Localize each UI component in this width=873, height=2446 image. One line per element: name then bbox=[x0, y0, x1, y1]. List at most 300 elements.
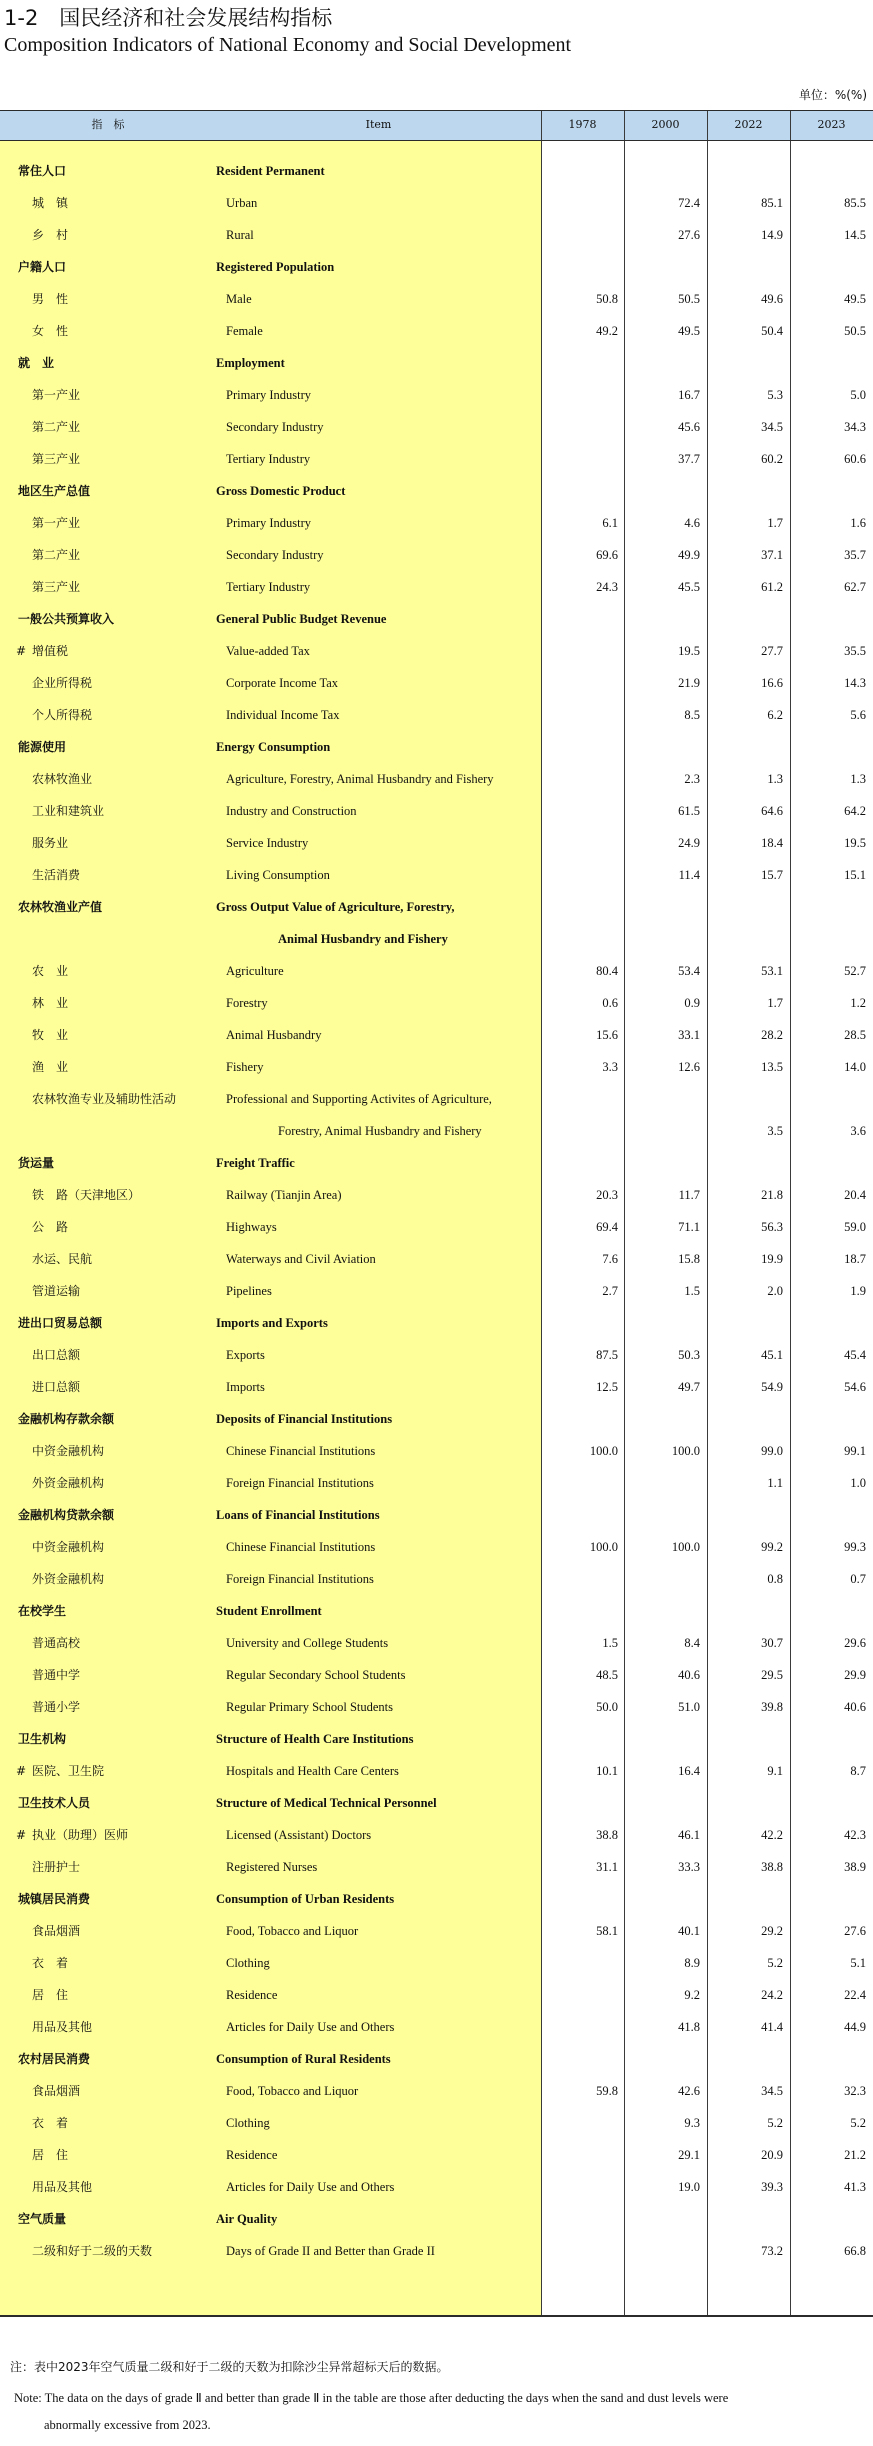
row-label-en: Employment bbox=[216, 356, 285, 370]
row-label-zh: 第三产业 bbox=[32, 580, 81, 594]
row-label-zh: 空气质量 bbox=[18, 2212, 67, 2226]
cell-value-2023: 35.5 bbox=[844, 644, 866, 658]
section-header-row bbox=[0, 1723, 873, 1755]
cell-value-2023: 45.4 bbox=[844, 1348, 866, 1362]
row-label-zh: 中资金融机构 bbox=[32, 1540, 105, 1554]
divider bbox=[707, 111, 708, 140]
row-label-zh: 衣 着 bbox=[32, 1956, 69, 1970]
row-label-zh: 城镇居民消费 bbox=[18, 1892, 91, 1906]
cell-value-2023: 52.7 bbox=[844, 964, 866, 978]
cell-value-2000: 50.5 bbox=[678, 292, 700, 306]
section-header-row bbox=[0, 891, 873, 923]
cell-value-1978: 31.1 bbox=[596, 1860, 618, 1874]
cell-value-2000: 42.6 bbox=[678, 2084, 700, 2098]
cell-value-1978: 2.7 bbox=[602, 1284, 618, 1298]
table-row bbox=[0, 1851, 873, 1883]
cell-value-2000: 1.5 bbox=[684, 1284, 700, 1298]
row-label-zh: 居 住 bbox=[32, 2148, 69, 2162]
table-row bbox=[0, 219, 873, 251]
cell-value-2022: 14.9 bbox=[761, 228, 783, 242]
row-label-zh: 公 路 bbox=[32, 1220, 69, 1234]
row-label-en: Pipelines bbox=[226, 1284, 272, 1298]
indicator-table bbox=[0, 110, 873, 2318]
row-label-zh: 农 业 bbox=[32, 964, 69, 978]
cell-value-2000: 45.6 bbox=[678, 420, 700, 434]
row-label-en: Agriculture bbox=[226, 964, 284, 978]
cell-value-2000: 16.7 bbox=[678, 388, 700, 402]
row-label-en: Loans of Financial Institutions bbox=[216, 1508, 380, 1522]
table-row bbox=[0, 1979, 873, 2011]
cell-value-1978: 38.8 bbox=[596, 1828, 618, 1842]
cell-value-2022: 29.2 bbox=[761, 1924, 783, 1938]
cell-value-2023: 15.1 bbox=[844, 868, 866, 882]
cell-value-1978: 69.4 bbox=[596, 1220, 618, 1234]
row-label-en: Registered Population bbox=[216, 260, 335, 274]
row-label-en: Clothing bbox=[226, 1956, 270, 1970]
cell-value-2022: 2.0 bbox=[767, 1284, 783, 1298]
divider bbox=[541, 111, 542, 140]
table-row bbox=[0, 1179, 873, 1211]
cell-value-2023: 38.9 bbox=[844, 1860, 866, 1874]
cell-value-1978: 87.5 bbox=[596, 1348, 618, 1362]
cell-value-2023: 1.0 bbox=[850, 1476, 866, 1490]
cell-value-2022: 99.2 bbox=[761, 1540, 783, 1554]
row-label-en: Regular Primary School Students bbox=[226, 1700, 393, 1714]
header-year-2023: 2023 bbox=[817, 118, 846, 131]
cell-value-2023: 49.5 bbox=[844, 292, 866, 306]
row-label-en: University and College Students bbox=[226, 1636, 389, 1650]
cell-value-2022: 1.7 bbox=[767, 996, 783, 1010]
row-label-en: Industry and Construction bbox=[226, 804, 357, 818]
cell-value-2023: 20.4 bbox=[844, 1188, 866, 1202]
cell-value-1978: 12.5 bbox=[596, 1380, 618, 1394]
section-header-row bbox=[0, 155, 873, 187]
row-label-en: Resident Permanent bbox=[216, 164, 325, 178]
row-label-zh: 出口总额 bbox=[32, 1348, 81, 1362]
table-row bbox=[0, 379, 873, 411]
cell-value-1978: 20.3 bbox=[596, 1188, 618, 1202]
row-label-zh: 企业所得税 bbox=[32, 676, 93, 690]
table-row bbox=[0, 1627, 873, 1659]
cell-value-2023: 0.7 bbox=[850, 1572, 866, 1586]
row-label-en: Food, Tobacco and Liquor bbox=[226, 1924, 359, 1938]
table-row bbox=[0, 859, 873, 891]
row-label-zh: 用品及其他 bbox=[32, 2180, 93, 2194]
row-label-en: General Public Budget Revenue bbox=[216, 612, 387, 626]
section-header-row bbox=[0, 731, 873, 763]
row-label-zh: 常住人口 bbox=[18, 164, 67, 178]
row-label-zh: 在校学生 bbox=[18, 1604, 67, 1618]
cell-value-1978: 10.1 bbox=[596, 1764, 618, 1778]
row-label-en: Energy Consumption bbox=[216, 740, 331, 754]
row-label-en: Student Enrollment bbox=[216, 1604, 322, 1618]
cell-value-2000: 72.4 bbox=[678, 196, 700, 210]
row-label-zh: 食品烟酒 bbox=[32, 1924, 81, 1938]
cell-value-2000: 37.7 bbox=[678, 452, 700, 466]
section-header-row bbox=[0, 2043, 873, 2075]
row-label-zh: 用品及其他 bbox=[32, 2020, 93, 2034]
row-label-en: Articles for Daily Use and Others bbox=[226, 2180, 395, 2194]
row-label-zh: 医院、卫生院 bbox=[32, 1764, 105, 1778]
row-label-zh: 货运量 bbox=[18, 1156, 55, 1170]
divider bbox=[624, 111, 625, 140]
cell-value-2022: 99.0 bbox=[761, 1444, 783, 1458]
row-label-en: Structure of Medical Technical Personnel bbox=[216, 1796, 437, 1810]
cell-value-2000: 49.7 bbox=[678, 1380, 700, 1394]
row-label-zh: 农林牧渔业 bbox=[32, 772, 93, 786]
cell-value-2000: 21.9 bbox=[678, 676, 700, 690]
row-label-zh: 普通中学 bbox=[32, 1668, 81, 1682]
table-row bbox=[0, 2011, 873, 2043]
cell-value-2022: 34.5 bbox=[761, 2084, 783, 2098]
row-label-en: Deposits of Financial Institutions bbox=[216, 1412, 393, 1426]
cell-value-2022: 1.1 bbox=[767, 1476, 783, 1490]
cell-value-2022: 53.1 bbox=[761, 964, 783, 978]
section-header-row bbox=[0, 1147, 873, 1179]
row-label-zh: 管道运输 bbox=[32, 1284, 81, 1298]
row-label-en: Freight Traffic bbox=[216, 1156, 295, 1170]
row-label-zh: 第一产业 bbox=[32, 388, 81, 402]
table-row bbox=[0, 571, 873, 603]
table-row bbox=[0, 2107, 873, 2139]
row-label-en: Primary Industry bbox=[226, 388, 312, 402]
row-label-en: Days of Grade II and Better than Grade II bbox=[226, 2244, 435, 2258]
cell-value-2022: 21.8 bbox=[761, 1188, 783, 1202]
cell-value-2023: 1.9 bbox=[850, 1284, 866, 1298]
cell-value-2022: 16.6 bbox=[761, 676, 783, 690]
row-label-en: Residence bbox=[226, 1988, 278, 2002]
table-row bbox=[0, 795, 873, 827]
row-label-zh: 城 镇 bbox=[32, 196, 69, 210]
table-row bbox=[0, 411, 873, 443]
cell-value-2000: 8.5 bbox=[684, 708, 700, 722]
cell-value-2023: 29.9 bbox=[844, 1668, 866, 1682]
cell-value-2022: 39.8 bbox=[761, 1700, 783, 1714]
table-row bbox=[0, 2139, 873, 2171]
table-row bbox=[0, 1211, 873, 1243]
cell-value-2000: 19.5 bbox=[678, 644, 700, 658]
table-body bbox=[0, 141, 873, 2315]
cell-value-2023: 5.6 bbox=[850, 708, 866, 722]
cell-value-2000: 40.6 bbox=[678, 1668, 700, 1682]
table-row bbox=[0, 1915, 873, 1947]
cell-value-2023: 66.8 bbox=[844, 2244, 866, 2258]
row-label-en: Gross Domestic Product bbox=[216, 484, 346, 498]
row-label-zh: 生活消费 bbox=[32, 868, 81, 882]
section-header-row bbox=[0, 1883, 873, 1915]
row-label-zh: 二级和好于二级的天数 bbox=[32, 2244, 153, 2258]
cell-value-2023: 35.7 bbox=[844, 548, 866, 562]
page-title: 1-2 国民经济和社会发展结构指标 bbox=[4, 6, 333, 30]
footnote-mark: # bbox=[16, 1828, 27, 1842]
cell-value-2023: 99.3 bbox=[844, 1540, 866, 1554]
cell-value-2023: 99.1 bbox=[844, 1444, 866, 1458]
cell-value-1978: 24.3 bbox=[596, 580, 618, 594]
cell-value-1978: 100.0 bbox=[589, 1540, 618, 1554]
cell-value-1978: 49.2 bbox=[596, 324, 618, 338]
cell-value-2022: 9.1 bbox=[767, 1764, 783, 1778]
cell-value-2023: 1.3 bbox=[850, 772, 866, 786]
table-header bbox=[0, 110, 873, 141]
row-label-en: Exports bbox=[226, 1348, 265, 1362]
table-row bbox=[0, 2171, 873, 2203]
row-label-en: Highways bbox=[226, 1220, 277, 1234]
row-label-zh: 金融机构存款余额 bbox=[18, 1412, 115, 1426]
row-label-en: Primary Industry bbox=[226, 516, 312, 530]
cell-value-2022: 20.9 bbox=[761, 2148, 783, 2162]
cell-value-2023: 14.0 bbox=[844, 1060, 866, 1074]
row-label-en: Animal Husbandry bbox=[226, 1028, 322, 1042]
row-label-zh: 水运、民航 bbox=[32, 1252, 93, 1266]
table-row bbox=[0, 955, 873, 987]
cell-value-2000: 8.4 bbox=[684, 1636, 700, 1650]
row-label-zh: 卫生技术人员 bbox=[18, 1796, 91, 1810]
cell-value-2022: 64.6 bbox=[761, 804, 783, 818]
row-label-zh: 户籍人口 bbox=[18, 260, 67, 274]
table-row bbox=[0, 1659, 873, 1691]
cell-value-2000: 46.1 bbox=[678, 1828, 700, 1842]
row-label-en: Foreign Financial Institutions bbox=[226, 1572, 374, 1586]
row-label-en: Animal Husbandry and Fishery bbox=[278, 932, 448, 946]
cell-value-2022: 27.7 bbox=[761, 644, 783, 658]
row-label-en: Rural bbox=[226, 228, 254, 242]
row-label-zh: 铁 路（天津地区） bbox=[32, 1188, 141, 1202]
header-item: Item bbox=[365, 118, 392, 131]
row-label-en: Railway (Tianjin Area) bbox=[226, 1188, 342, 1202]
page-subtitle: Composition Indicators of National Economy and Social Development bbox=[4, 34, 572, 56]
cell-value-2022: 13.5 bbox=[761, 1060, 783, 1074]
row-label-en: Imports and Exports bbox=[216, 1316, 328, 1330]
section-header-row bbox=[0, 475, 873, 507]
row-label-en: Licensed (Assistant) Doctors bbox=[226, 1828, 372, 1842]
cell-value-2023: 8.7 bbox=[850, 1764, 866, 1778]
cell-value-2023: 27.6 bbox=[844, 1924, 866, 1938]
cell-value-2023: 42.3 bbox=[844, 1828, 866, 1842]
row-label-en: Waterways and Civil Aviation bbox=[226, 1252, 376, 1266]
table-row bbox=[0, 635, 873, 667]
header-year-2022: 2022 bbox=[734, 118, 763, 131]
row-label-en: Urban bbox=[226, 196, 258, 210]
table-row bbox=[0, 1435, 873, 1467]
cell-value-1978: 80.4 bbox=[596, 964, 618, 978]
cell-value-2022: 15.7 bbox=[761, 868, 783, 882]
row-label-zh: 农林牧渔业产值 bbox=[18, 900, 103, 914]
cell-value-2000: 53.4 bbox=[678, 964, 700, 978]
cell-value-2000: 19.0 bbox=[678, 2180, 700, 2194]
cell-value-2023: 18.7 bbox=[844, 1252, 866, 1266]
row-label-en: Service Industry bbox=[226, 836, 309, 850]
cell-value-2022: 5.2 bbox=[767, 2116, 783, 2130]
row-label-en: Tertiary Industry bbox=[226, 580, 311, 594]
cell-value-2023: 29.6 bbox=[844, 1636, 866, 1650]
row-label-zh: 普通高校 bbox=[32, 1636, 81, 1650]
row-label-zh: 第一产业 bbox=[32, 516, 81, 530]
cell-value-2000: 49.5 bbox=[678, 324, 700, 338]
table-row bbox=[0, 1947, 873, 1979]
cell-value-2023: 64.2 bbox=[844, 804, 866, 818]
cell-value-2022: 5.3 bbox=[767, 388, 783, 402]
table-row bbox=[0, 315, 873, 347]
section-header-row bbox=[0, 251, 873, 283]
cell-value-2022: 39.3 bbox=[761, 2180, 783, 2194]
row-label-en: Articles for Daily Use and Others bbox=[226, 2020, 395, 2034]
cell-value-2022: 50.4 bbox=[761, 324, 783, 338]
cell-value-2000: 27.6 bbox=[678, 228, 700, 242]
row-label-zh: 工业和建筑业 bbox=[32, 804, 105, 818]
cell-value-2023: 54.6 bbox=[844, 1380, 866, 1394]
row-label-zh: 地区生产总值 bbox=[18, 484, 91, 498]
cell-value-1978: 15.6 bbox=[596, 1028, 618, 1042]
cell-value-2022: 42.2 bbox=[761, 1828, 783, 1842]
cell-value-2022: 49.6 bbox=[761, 292, 783, 306]
cell-value-1978: 48.5 bbox=[596, 1668, 618, 1682]
cell-value-2022: 73.2 bbox=[761, 2244, 783, 2258]
row-label-zh: 金融机构贷款余额 bbox=[18, 1508, 115, 1522]
cell-value-2023: 1.2 bbox=[850, 996, 866, 1010]
cell-value-2000: 16.4 bbox=[678, 1764, 700, 1778]
row-label-zh: 进出口贸易总额 bbox=[18, 1316, 103, 1330]
cell-value-2023: 5.1 bbox=[850, 1956, 866, 1970]
cell-value-2000: 11.7 bbox=[678, 1188, 700, 1202]
note-chinese: 注：表中2023年空气质量二级和好于二级的天数为扣除沙尘异常超标天后的数据。 bbox=[10, 2360, 449, 2374]
row-label-zh: 第三产业 bbox=[32, 452, 81, 466]
row-label-zh: 第二产业 bbox=[32, 548, 81, 562]
row-label-zh: 食品烟酒 bbox=[32, 2084, 81, 2098]
row-label-en: Foreign Financial Institutions bbox=[226, 1476, 374, 1490]
cell-value-2022: 34.5 bbox=[761, 420, 783, 434]
row-label-zh: 男 性 bbox=[32, 292, 69, 306]
header-year-1978: 1978 bbox=[568, 118, 597, 131]
row-label-zh: 服务业 bbox=[32, 836, 69, 850]
cell-value-2023: 85.5 bbox=[844, 196, 866, 210]
row-label-zh: 第二产业 bbox=[32, 420, 81, 434]
table-row bbox=[0, 1755, 873, 1787]
row-label-en: Professional and Supporting Activites of Agriculture, bbox=[226, 1092, 492, 1106]
table-row bbox=[0, 1019, 873, 1051]
cell-value-2022: 54.9 bbox=[761, 1380, 783, 1394]
table-row bbox=[0, 507, 873, 539]
row-label-en: Corporate Income Tax bbox=[226, 676, 339, 690]
cell-value-2022: 0.8 bbox=[767, 1572, 783, 1586]
cell-value-2023: 59.0 bbox=[844, 1220, 866, 1234]
row-label-en: Consumption of Rural Residents bbox=[216, 2052, 391, 2066]
table-row bbox=[0, 187, 873, 219]
row-label-en: Male bbox=[226, 292, 252, 306]
cell-value-2023: 44.9 bbox=[844, 2020, 866, 2034]
row-label-en: Forestry, Animal Husbandry and Fishery bbox=[278, 1124, 482, 1138]
divider bbox=[790, 111, 791, 140]
row-label-zh: 农村居民消费 bbox=[18, 2052, 91, 2066]
cell-value-2023: 40.6 bbox=[844, 1700, 866, 1714]
cell-value-2000: 50.3 bbox=[678, 1348, 700, 1362]
cell-value-1978: 50.8 bbox=[596, 292, 618, 306]
row-label-en: Forestry bbox=[226, 996, 268, 1010]
cell-value-2000: 9.3 bbox=[684, 2116, 700, 2130]
row-label-en: Residence bbox=[226, 2148, 278, 2162]
cell-value-2023: 22.4 bbox=[844, 1988, 866, 2002]
cell-value-2022: 3.5 bbox=[767, 1124, 783, 1138]
row-label-en: Hospitals and Health Care Centers bbox=[226, 1764, 399, 1778]
row-label-en: Gross Output Value of Agriculture, Forestry, bbox=[216, 900, 455, 914]
cell-value-2023: 5.0 bbox=[850, 388, 866, 402]
row-label-en: Imports bbox=[226, 1380, 265, 1394]
cell-value-2023: 5.2 bbox=[850, 2116, 866, 2130]
section-header-row bbox=[0, 1787, 873, 1819]
cell-value-2023: 14.3 bbox=[844, 676, 866, 690]
cell-value-1978: 3.3 bbox=[602, 1060, 618, 1074]
cell-value-2000: 11.4 bbox=[678, 868, 700, 882]
section-header-row bbox=[0, 1499, 873, 1531]
cell-value-2000: 100.0 bbox=[671, 1540, 700, 1554]
table-row bbox=[0, 1531, 873, 1563]
table-row bbox=[0, 667, 873, 699]
table-row bbox=[0, 1339, 873, 1371]
table-row bbox=[0, 763, 873, 795]
cell-value-2000: 71.1 bbox=[678, 1220, 700, 1234]
cell-value-2023: 19.5 bbox=[844, 836, 866, 850]
row-label-zh: 中资金融机构 bbox=[32, 1444, 105, 1458]
row-label-zh: 就 业 bbox=[18, 356, 55, 370]
row-label-en: Female bbox=[226, 324, 263, 338]
row-label-en: Structure of Health Care Institutions bbox=[216, 1732, 414, 1746]
row-label-en: Living Consumption bbox=[226, 868, 330, 882]
cell-value-1978: 7.6 bbox=[602, 1252, 618, 1266]
table-row bbox=[0, 1115, 873, 1147]
unit-label: 单位：%(%) bbox=[798, 88, 867, 102]
cell-value-2000: 8.9 bbox=[684, 1956, 700, 1970]
cell-value-1978: 6.1 bbox=[602, 516, 618, 530]
row-label-en: Secondary Industry bbox=[226, 420, 324, 434]
cell-value-2022: 24.2 bbox=[761, 1988, 783, 2002]
cell-value-2000: 9.2 bbox=[684, 1988, 700, 2002]
cell-value-2000: 0.9 bbox=[684, 996, 700, 1010]
row-label-zh: 一般公共预算收入 bbox=[18, 612, 115, 626]
row-label-zh: 卫生机构 bbox=[18, 1732, 67, 1746]
cell-value-1978: 0.6 bbox=[602, 996, 618, 1010]
table-row bbox=[0, 1275, 873, 1307]
cell-value-2022: 37.1 bbox=[761, 548, 783, 562]
row-label-zh: 个人所得税 bbox=[32, 708, 93, 722]
row-label-zh: 执业（助理）医师 bbox=[32, 1828, 129, 1842]
row-label-en: Registered Nurses bbox=[226, 1860, 318, 1874]
table-row bbox=[0, 987, 873, 1019]
cell-value-2000: 33.1 bbox=[678, 1028, 700, 1042]
cell-value-2000: 29.1 bbox=[678, 2148, 700, 2162]
cell-value-1978: 58.1 bbox=[596, 1924, 618, 1938]
row-label-zh: 渔 业 bbox=[32, 1060, 69, 1074]
table-row bbox=[0, 1371, 873, 1403]
cell-value-2022: 18.4 bbox=[761, 836, 783, 850]
cell-value-2023: 60.6 bbox=[844, 452, 866, 466]
cell-value-2000: 40.1 bbox=[678, 1924, 700, 1938]
section-header-row bbox=[0, 1403, 873, 1435]
table-bottom-rule bbox=[0, 2315, 873, 2317]
row-label-en: Secondary Industry bbox=[226, 548, 324, 562]
footnote-mark: # bbox=[16, 644, 27, 658]
cell-value-2000: 49.9 bbox=[678, 548, 700, 562]
table-row bbox=[0, 1467, 873, 1499]
row-label-en: Consumption of Urban Residents bbox=[216, 1892, 395, 1906]
section-header-row bbox=[0, 1307, 873, 1339]
cell-value-2000: 24.9 bbox=[678, 836, 700, 850]
row-label-zh: 农林牧渔专业及辅助性活动 bbox=[32, 1092, 177, 1106]
table-row bbox=[0, 1083, 873, 1115]
header-indicator: 指 标 bbox=[91, 118, 125, 131]
note-english-line1: Note: The data on the days of grade Ⅱ and better than grade Ⅱ in the table are those after deducting the days when the sand and dust levels were bbox=[14, 2391, 729, 2405]
cell-value-2023: 62.7 bbox=[844, 580, 866, 594]
cell-value-1978: 100.0 bbox=[589, 1444, 618, 1458]
section-header-row bbox=[0, 2203, 873, 2235]
